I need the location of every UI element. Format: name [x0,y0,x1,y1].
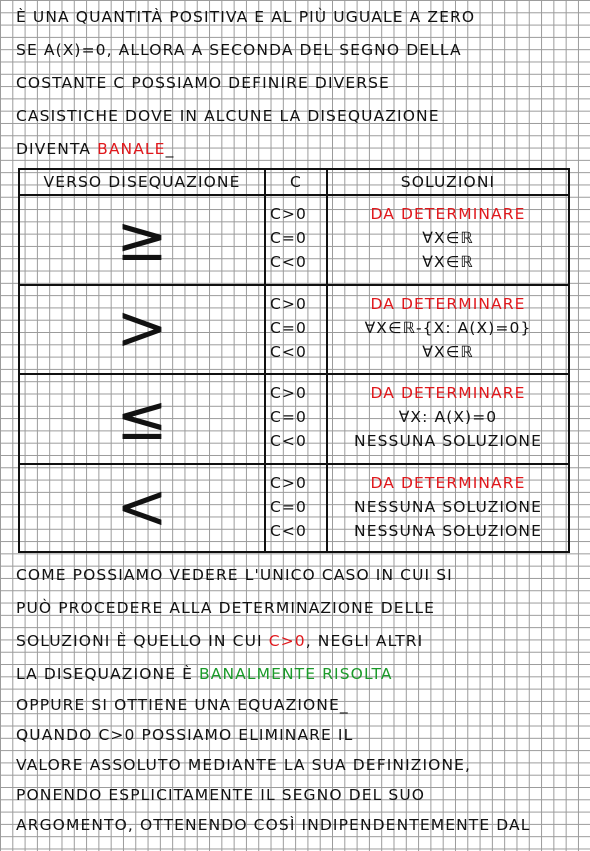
solution-cases [328,381,568,453]
constant-case: C=0 [270,229,307,247]
constant-case: C<0 [270,432,307,450]
solution: ∀X∈ℝ [422,253,474,271]
solution-cases [328,202,568,274]
solution: ∀X: A(X)=0 [398,408,498,426]
solution: ∀X∈ℝ [422,229,474,247]
outro-line-part: LA DISEQUAZIONE È [16,665,200,683]
table-header-cell: VERSO DISEQUAZIONE [43,173,241,191]
cases-table [18,168,570,553]
intro-line-part: COSTANTE C POSSIAMO DEFINIRE DIVERSE [16,74,390,92]
solution: NESSUNA SOLUZIONE [354,497,542,516]
intro-line [16,136,584,162]
constant-case: C>0 [270,294,307,313]
constant-case: C=0 [270,497,307,516]
solution: ∀X∈ℝ [422,342,474,361]
outro-line-part: SOLUZIONI È QUELLO IN CUI [16,632,269,650]
table-header-cell: SOLUZIONI [400,173,496,191]
intro-line-part: BANALE [97,140,166,158]
constant-case: C>0 [270,473,307,492]
intro-line-part: CASISTICHE DOVE IN ALCUNE LA DISEQUAZIONE [16,107,440,125]
outro-line-part: ARGOMENTO, OTTENENDO COSÌ INDIPENDENTEMENTE DAL [16,816,531,834]
outro-line [16,812,584,838]
outro-line [16,562,584,588]
solution: ∀X∈ℝ-{X: A(X)=0} [364,318,532,337]
solution: NESSUNA SOLUZIONE [354,432,542,450]
table-header-cell: C [290,173,302,191]
intro-line [16,103,584,129]
outro-line-part: OPPURE SI OTTIENE UNA EQUAZIONE_ [16,696,349,714]
inequality-symbol: < [116,470,168,544]
constant-case: C=0 [270,408,307,426]
outro-line-part: BANALMENTE RISOLTA [199,665,393,683]
solution: NESSUNA SOLUZIONE [354,521,542,540]
outro-line-part: PUÒ PROCEDERE ALLA DETERMINAZIONE DELLE [16,599,436,617]
intro-line [16,37,584,63]
constant-case: C<0 [270,253,307,271]
outro-line [16,628,584,654]
outro-line [16,595,584,621]
solution-cases [328,471,568,543]
intro-line-part: DIVENTA [16,140,98,158]
constant-case: C<0 [270,521,307,540]
intro-line [16,4,584,30]
intro-line-part: È UNA QUANTITÀ POSITIVA E AL PIÙ UGUALE A ZERO [16,8,476,26]
constant-case: C>0 [270,384,307,402]
outro-line-part: VALORE ASSOLUTO MEDIANTE LA SUA DEFINIZIONE, [16,756,472,774]
inequality-symbol: > [116,291,168,365]
solution: DA DETERMINARE [370,205,526,223]
outro-line [16,722,584,748]
outro-line [16,752,584,778]
outro-line-part: COME POSSIAMO VEDERE L'UNICO CASO IN CUI SI [16,566,453,584]
outro-line-part: PONENDO ESPLICITAMENTE IL SEGNO DEL SUO [16,786,426,804]
inequality-symbol: ≥ [116,201,168,275]
constant-cases [264,202,328,274]
outro-line-part: QUANDO C>0 POSSIAMO ELIMINARE IL [16,726,354,744]
constant-cases [264,471,328,543]
outro-line-part: , NEGLI ALTRI [305,632,424,650]
constant-cases [264,292,328,364]
constant-case: C=0 [270,318,307,337]
intro-line [16,70,584,96]
constant-cases [264,381,328,453]
constant-case: C<0 [270,342,307,361]
solution: DA DETERMINARE [370,473,526,492]
outro-line [16,692,584,718]
solution-cases [328,292,568,364]
outro-line-part: C>0 [268,632,306,650]
intro-line-part: SE A(X)=0, ALLORA A SECONDA DEL SEGNO DELLA [16,41,462,59]
solution: DA DETERMINARE [370,384,526,402]
outro-line [16,661,584,687]
outro-line [16,782,584,808]
constant-case: C>0 [270,205,307,223]
solution: DA DETERMINARE [370,294,526,313]
inequality-symbol: ≤ [116,380,168,454]
intro-line-part: _ [165,140,175,158]
